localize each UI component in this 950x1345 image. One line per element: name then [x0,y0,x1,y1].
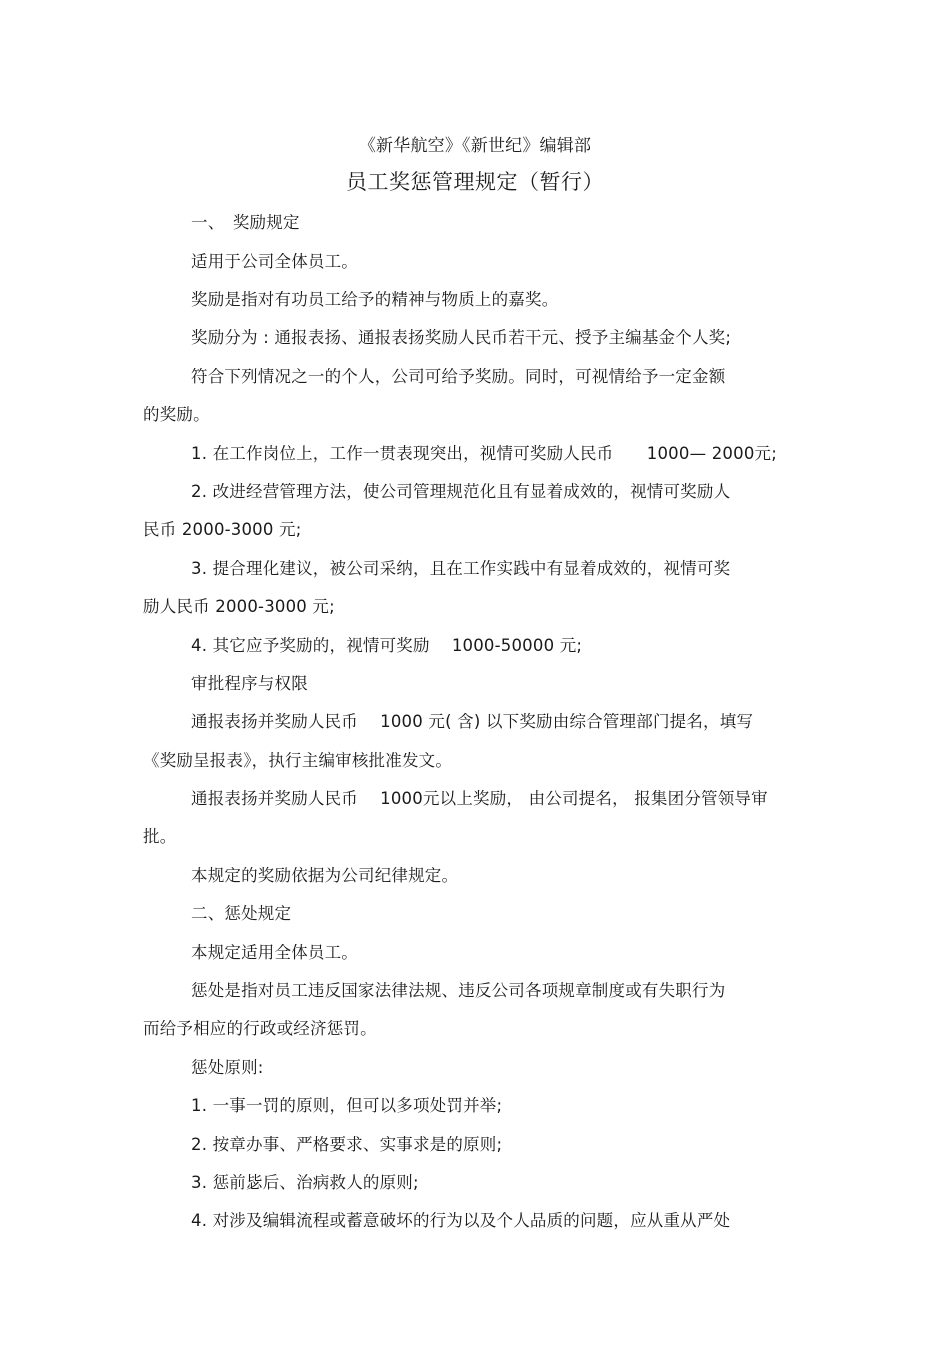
list-item-continuation: 励人民币 2000-3000 元; [143,597,335,616]
list-item: 3. 惩前毖后、治病救人的原则; [191,1173,419,1192]
document-header: 《新华航空》《新世纪》编辑部 [358,136,592,156]
paragraph-line: 的奖励。 [143,405,210,424]
subheading-principles: 惩处原则: [191,1058,264,1077]
list-item: 2. 改进经营管理方法，使公司管理规范化且有显着成效的，视情可奖励人 [191,482,731,501]
paragraph-line: 奖励分为 : 通报表扬、通报表扬奖励人民币若干元、授予主编基金个人奖; [191,328,732,347]
paragraph-line: 适用于公司全体员工。 [191,252,358,271]
list-item-continuation: 民币 2000-3000 元; [143,520,302,539]
paragraph-line: 《奖励呈报表》，执行主编审核批准发文。 [143,751,453,770]
paragraph-line: 符合下列情况之一的个人，公司可给予奖励。同时，可视情给予一定金额 [191,367,726,386]
paragraph-line: 奖励是指对有功员工给予的精神与物质上的嘉奖。 [191,290,559,309]
list-item: 2. 按章办事、严格要求、实事求是的原则; [191,1135,503,1154]
list-item: 3. 提合理化建议，被公司采纳，且在工作实践中有显着成效的，视情可奖 [191,559,731,578]
subheading-approval: 审批程序与权限 [191,674,308,693]
list-item: 1. 在工作岗位上，工作一贯表现突出，视情可奖励人民币 1000— 2000元; [191,444,777,463]
paragraph-line: 本规定适用全体员工。 [191,943,358,962]
paragraph-line: 而给予相应的行政或经济惩罚。 [143,1019,377,1038]
list-item: 4. 其它应予奖励的，视情可奖励 1000-50000 元; [191,636,583,655]
paragraph-line: 本规定的奖励依据为公司纪律规定。 [191,866,459,885]
section-heading-rewards: 一、 奖励规定 [191,213,300,232]
section-heading-penalties: 二、惩处规定 [191,904,292,923]
paragraph-line: 通报表扬并奖励人民币 1000 元( 含) 以下奖励由综合管理部门提名，填写 [191,712,754,731]
paragraph-line: 通报表扬并奖励人民币 1000元以上奖励， 由公司提名， 报集团分管领导审 [191,789,768,808]
list-item: 1. 一事一罚的原则，但可以多项处罚并举; [191,1096,503,1115]
paragraph-line: 惩处是指对员工违反国家法律法规、违反公司各项规章制度或有失职行为 [191,981,726,1000]
document-title: 员工奖惩管理规定（暂行） [346,170,604,194]
paragraph-line: 批。 [143,827,177,846]
list-item: 4. 对涉及编辑流程或蓄意破坏的行为以及个人品质的问题，应从重从严处 [191,1211,731,1230]
